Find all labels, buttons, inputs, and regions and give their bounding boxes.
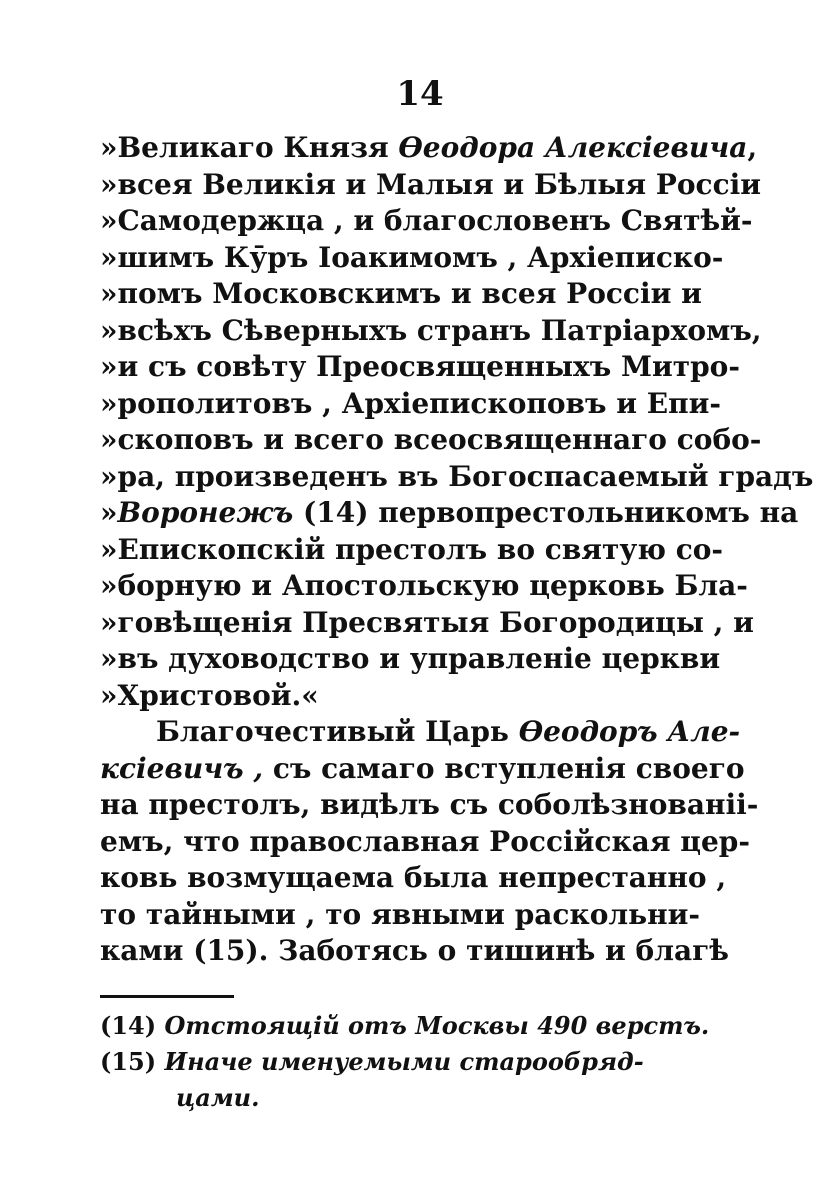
footnote-divider (100, 995, 234, 998)
italic-place-name: Воронежъ (117, 496, 294, 529)
text-line: »всѣхъ Сѣверныхъ странъ Патріархомъ, (100, 313, 762, 347)
footnote-mark: (14) (100, 1011, 157, 1040)
italic-name: ксіевичъ , (100, 751, 264, 785)
page-number: 14 (396, 74, 444, 114)
footnote-15 (100, 1044, 700, 1080)
footnote-14 (100, 1008, 710, 1044)
text-line (100, 714, 741, 751)
footnote-mark: (15) (100, 1047, 157, 1076)
text-line: ками (15). Заботясь о тишинѣ и благѣ (100, 934, 729, 967)
text-line: то тайными , то явными раскольни- (100, 897, 700, 931)
text-segment: съ самаго вступленія своего (263, 751, 745, 785)
footnote-15-continued (100, 1080, 700, 1116)
footnote-text: Отстоящій отъ Москвы 490 верстъ. (164, 1011, 710, 1040)
italic-name: Ѳеодоръ Але- (518, 715, 741, 748)
text-line: »Христовой.« (100, 678, 319, 712)
text-line: »борную и Апостольскую церковь Бла- (100, 569, 748, 602)
footnotes (100, 1008, 710, 1116)
text-segment: » (100, 496, 118, 529)
text-line: »Самодержца , и благословенъ Святѣй- (100, 204, 753, 237)
text-line: емъ, что православная Россійская цер- (100, 824, 750, 858)
text-segment: »Великаго Князя (100, 131, 399, 164)
text-line: »и съ совѣту Преосвященныхъ Митро- (100, 350, 740, 383)
footnote-text: Иначе именуемыми старообряд- (164, 1047, 644, 1076)
text-line: »рополитовъ , Архіепископовъ и Епи- (100, 386, 721, 420)
text-line: »въ духоводство и управленіе церкви (100, 642, 721, 675)
text-line: »ра, произведенъ въ Богоспасаемый градъ (100, 459, 814, 493)
text-line: ковь возмущаема была непрестанно , (100, 861, 727, 894)
text-line: »помъ Московскимъ и всея Россіи и (100, 277, 702, 310)
text-line: »Епископскій престолъ во святую со- (100, 532, 724, 566)
text-segment: (14) первопрестольникомъ на (293, 496, 799, 529)
text-line: на престолъ, видѣлъ съ соболѣзнованіі- (100, 788, 759, 821)
footnote-text: цами. (176, 1083, 260, 1112)
text-line: »всея Великія и Малыя и Бѣлыя Россіи (100, 167, 762, 201)
text-line: »говѣщенія Пресвятыя Богородицы , и (100, 605, 754, 639)
text-line (100, 130, 758, 167)
body-text (100, 130, 814, 970)
text-line: »шимъ Кӯръ Іоакимомъ , Архіеписко- (100, 240, 724, 274)
text-segment: , (747, 131, 758, 164)
text-segment: Благочестивый Царь (156, 715, 519, 748)
text-line: »скоповъ и всего всеосвященнаго собо- (100, 423, 762, 456)
text-line (100, 495, 799, 532)
italic-name: Ѳеодора Алексіевича (398, 131, 748, 164)
text-line (100, 751, 745, 788)
